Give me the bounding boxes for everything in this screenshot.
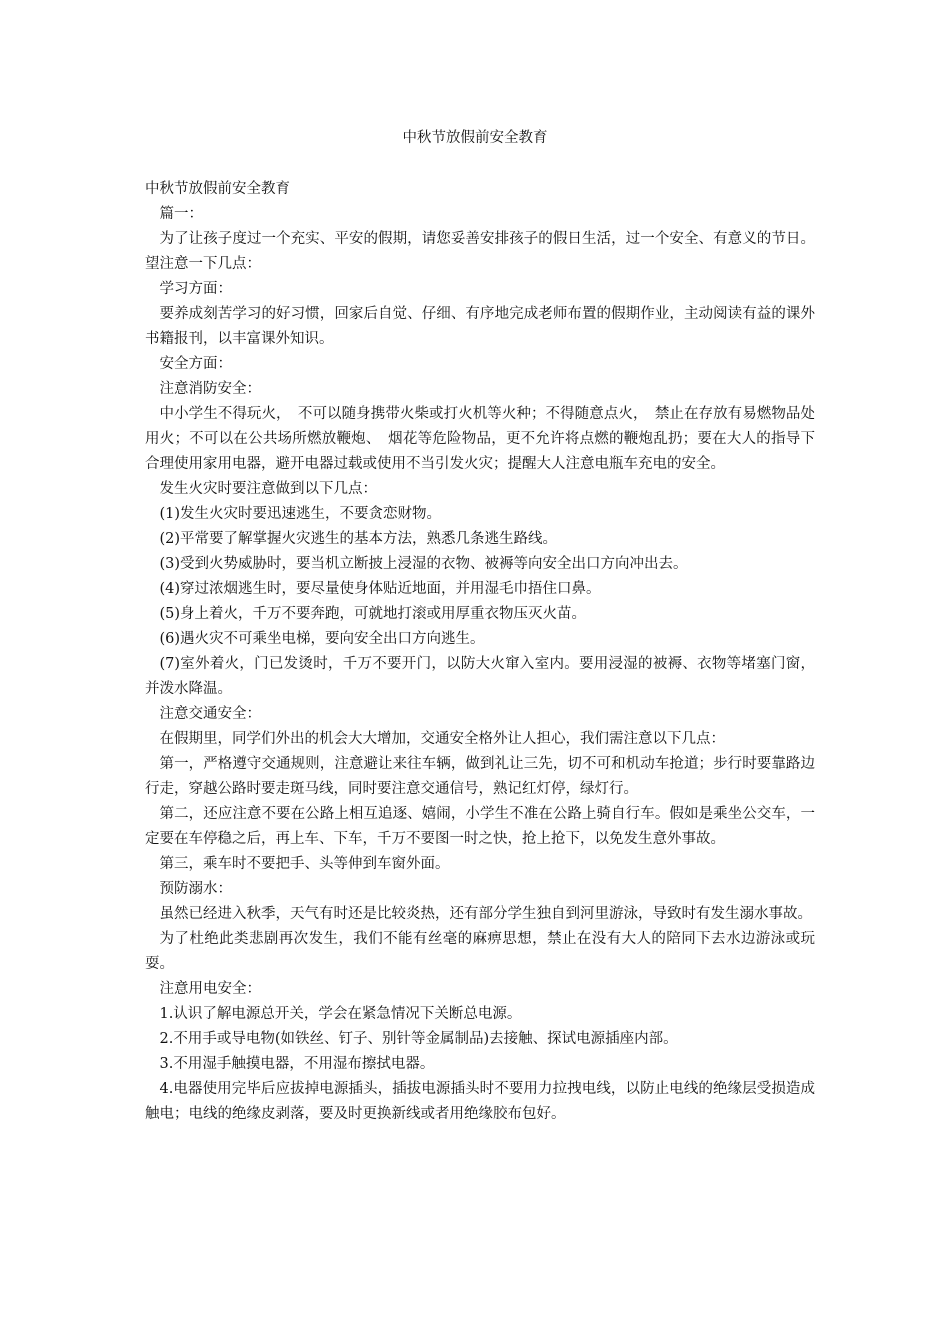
list-item: 4.电器使用完毕后应拔掉电源插头，插拔电源插头时不要用力拉拽电线，以防止电线的绝缘层受损造成触电；电线的绝缘皮剥落，要及时更换新线或者用绝缘胶布包好。 bbox=[145, 1081, 815, 1122]
paragraph: 在假期里，同学们外出的机会大大增加，交通安全格外让人担心，我们需注意以下几点： bbox=[159, 731, 725, 747]
section-heading: 学习方面： bbox=[159, 281, 232, 297]
list-item: 2.不用手或导电物(如铁丝、钉子、别针等金属制品)去接触、探试电源插座内部。 bbox=[159, 1031, 678, 1047]
section-heading: 注意用电安全： bbox=[159, 981, 261, 997]
section-heading: 预防溺水： bbox=[159, 881, 232, 897]
paragraph: 第一，严格遵守交通规则，注意避让来往车辆，做到礼让三先，切不可和机动车抢道；步行时要靠路边行走，穿越公路时要走斑马线，同时要注意交通信号，熟记红灯停，绿灯行。 bbox=[145, 756, 815, 797]
paragraph: 为了让孩子度过一个充实、平安的假期，请您妥善安排孩子的假日生活，过一个安全、有意义的节日。望注意一下几点： bbox=[145, 231, 815, 272]
paragraph: 第三，乘车时不要把手、头等伸到车窗外面。 bbox=[159, 856, 450, 872]
document-body bbox=[145, 177, 815, 1127]
section-heading: 安全方面： bbox=[159, 356, 232, 372]
section-heading: 注意消防安全： bbox=[159, 381, 261, 397]
list-item: (5)身上着火，千万不要奔跑，可就地打滚或用厚重衣物压灭火苗。 bbox=[159, 606, 587, 622]
list-item: 1.认识了解电源总开关，学会在紧急情况下关断总电源。 bbox=[159, 1006, 522, 1022]
document-title: 中秋节放假前安全教育 bbox=[402, 130, 548, 146]
list-item: (3)受到火势威胁时，要当机立断披上浸湿的衣物、被褥等向安全出口方向冲出去。 bbox=[159, 556, 688, 572]
section-heading: 发生火灾时要注意做到以下几点： bbox=[159, 481, 377, 497]
list-item: 3.不用湿手触摸电器，不用湿布擦拭电器。 bbox=[159, 1056, 435, 1072]
paragraph: 第二，还应注意不要在公路上相互追逐、嬉闹，小学生不准在公路上骑自行车。假如是乘坐公交车，一定要在车停稳之后，再上车、下车，千万不要图一时之快，抢上抢下，以免发生意外事故。 bbox=[145, 806, 815, 847]
list-item: (2)平常要了解掌握火灾逃生的基本方法，熟悉几条逃生路线。 bbox=[159, 531, 558, 547]
list-item: (6)遇火灾不可乘坐电梯，要向安全出口方向逃生。 bbox=[159, 631, 485, 647]
paragraph: 为了杜绝此类悲剧再次发生，我们不能有丝毫的麻痹思想，禁止在没有大人的陪同下去水边游泳或玩耍。 bbox=[145, 931, 815, 972]
paragraph: 虽然已经进入秋季，天气有时还是比较炎热，还有部分学生独自到河里游泳，导致时有发生溺水事故。 bbox=[159, 906, 812, 922]
section-label: 篇一： bbox=[159, 206, 203, 222]
list-item: (4)穿过浓烟逃生时，要尽量使身体贴近地面，并用湿毛巾捂住口鼻。 bbox=[159, 581, 601, 597]
body-heading: 中秋节放假前安全教育 bbox=[145, 181, 290, 197]
list-item: (7)室外着火，门已发烫时，千万不要开门，以防大火窜入室内。要用浸湿的被褥、衣物等堵塞门窗，并泼水降温。 bbox=[145, 656, 815, 697]
list-item: (1)发生火灾时要迅速逃生，不要贪恋财物。 bbox=[159, 506, 442, 522]
paragraph: 中小学生不得玩火， 不可以随身携带火柴或打火机等火种；不得随意点火， 禁止在存放有易燃物品处用火；不可以在公共场所燃放鞭炮、 烟花等危险物品，更不允许将点燃的鞭炮乱扔；要在大人的指导下合理使用家用电器，避开电器过载或使用不当引发火灾；提醒大人注意电瓶车充电的安全。 bbox=[145, 406, 815, 472]
section-heading: 注意交通安全： bbox=[159, 706, 261, 722]
paragraph: 要养成刻苦学习的好习惯，回家后自觉、仔细、有序地完成老师布置的假期作业，主动阅读有益的课外书籍报刊，以丰富课外知识。 bbox=[145, 306, 815, 347]
